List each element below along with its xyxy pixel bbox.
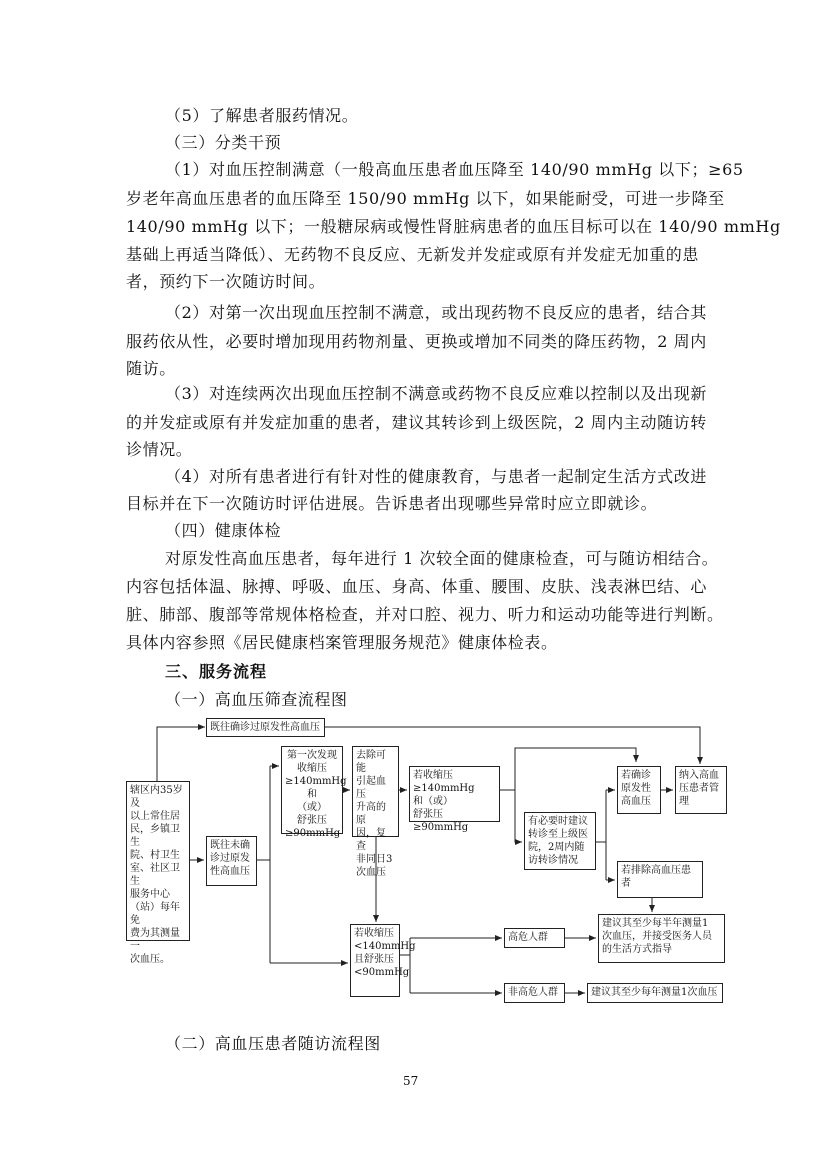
paragraph-line: 岁老年高血压患者的血压降至 150/90 mmHg 以下，如果能耐受，可进一步降至 bbox=[126, 189, 725, 208]
paragraph-line: 诊情况。 bbox=[126, 440, 193, 459]
paragraph-line: 基础上再适当降低）、无药物不良反应、无新发并发症或原有并发症无加重的患 bbox=[126, 245, 700, 264]
flow-non-high-risk-box: 非高危人群 bbox=[504, 983, 565, 1003]
paragraph-line: （1）对血压控制满意（一般高血压患者血压降至 140/90 mmHg 以下；≥65 bbox=[165, 160, 744, 179]
paragraph-line: 随访。 bbox=[126, 359, 176, 378]
flow-undiagnosed-box: 既往未确 诊过原发 性高血压 bbox=[206, 836, 257, 886]
paragraph-line: 目标并在下一次随访时评估进展。告诉患者出现哪些异常时应立即就诊。 bbox=[126, 494, 658, 513]
paragraph-line: （3）对连续两次出现血压控制不满意或药物不良反应难以控制以及出现新 bbox=[165, 384, 707, 403]
flow-exclude-cause-box: 去除可能 引起血压 升高的原 因，复查 非同日3 次血压 bbox=[352, 746, 399, 837]
paragraph-line: 140/90 mmHg 以下；一般糖尿病或慢性肾脏病患者的血压目标可以在 140/90 mmHg bbox=[126, 217, 781, 236]
flowchart-heading: （一）高血压筛查流程图 bbox=[165, 690, 348, 709]
paragraph-line: （5）了解患者服药情况。 bbox=[165, 106, 359, 125]
flow-diagnosed-box: 既往确诊过原发性高血压 bbox=[206, 718, 325, 737]
page-number: 57 bbox=[403, 1074, 419, 1088]
flow-non-high-risk-advice-box: 建议其至少每年测量1次血压 bbox=[587, 983, 723, 1003]
paragraph-line: 内容包括体温、脉搏、呼吸、血压、身高、体重、腰围、皮肤、浅表淋巴结、心 bbox=[126, 577, 708, 596]
paragraph-line: 服药依从性，必要时增加现用药物剂量、更换或增加不同类的降压药物，2 周内 bbox=[126, 332, 707, 351]
flowchart-heading: （二）高血压患者随访流程图 bbox=[165, 1034, 381, 1053]
paragraph-line: 具体内容参照《居民健康档案管理服务规范》健康体检表。 bbox=[126, 633, 558, 652]
flow-start-box: 辖区内35岁及 以上常住居 民，乡镇卫生 院、村卫生 室、社区卫生 服务中心 （站）每年免 费为其测量一 次血压。 bbox=[126, 781, 190, 941]
paragraph-line: 的并发症或原有并发症加重的患者，建议其转诊到上级医院，2 周内主动随访转 bbox=[126, 413, 707, 432]
paragraph-line: 脏、肺部、腹部等常规体格检查，并对口腔、视力、听力和运动功能等进行判断。 bbox=[126, 605, 724, 624]
flow-if-excluded-box: 若排除高血压患 者 bbox=[617, 861, 703, 898]
subsection-heading: （四）健康体检 bbox=[165, 521, 282, 540]
flow-if-normal-box: 若收缩压 <140mmHg 且舒张压 <90mmHg bbox=[350, 924, 400, 997]
flow-high-risk-advice-box: 建议其至少每半年测量1 次血压，并接受医务人员 的生活方式指导 bbox=[598, 914, 725, 963]
flow-referral-box: 有必要时建议 转诊至上级医 院，2周内随 访转诊情况 bbox=[524, 812, 596, 870]
paragraph-line: （2）对第一次出现血压控制不满意，或出现药物不良反应的患者，结合其 bbox=[165, 303, 707, 322]
paragraph-line: 者，预约下一次随访时间。 bbox=[126, 272, 326, 291]
flow-include-management-box: 纳入高血 压患者管 理 bbox=[675, 766, 727, 814]
section-heading: 三、服务流程 bbox=[165, 662, 268, 681]
flow-if-confirmed-box: 若确诊 原发性 高血压 bbox=[617, 766, 661, 814]
paragraph-line: （4）对所有患者进行有针对性的健康教育，与患者一起制定生活方式改进 bbox=[165, 467, 707, 486]
paragraph-line: 对原发性高血压患者，每年进行 1 次较全面的健康检查，可与随访相结合。 bbox=[165, 549, 719, 568]
flow-high-risk-box: 高危人群 bbox=[504, 928, 565, 948]
flow-if-high-box: 若收缩压≥140mmHg 和（或） 舒张压≥90mmHg bbox=[409, 766, 500, 822]
flow-first-found-box: 第一次发现 收缩压 ≥140mmHg和 （或） 舒张压 ≥90mmHg bbox=[281, 746, 343, 834]
subsection-heading: （三）分类干预 bbox=[165, 133, 282, 152]
